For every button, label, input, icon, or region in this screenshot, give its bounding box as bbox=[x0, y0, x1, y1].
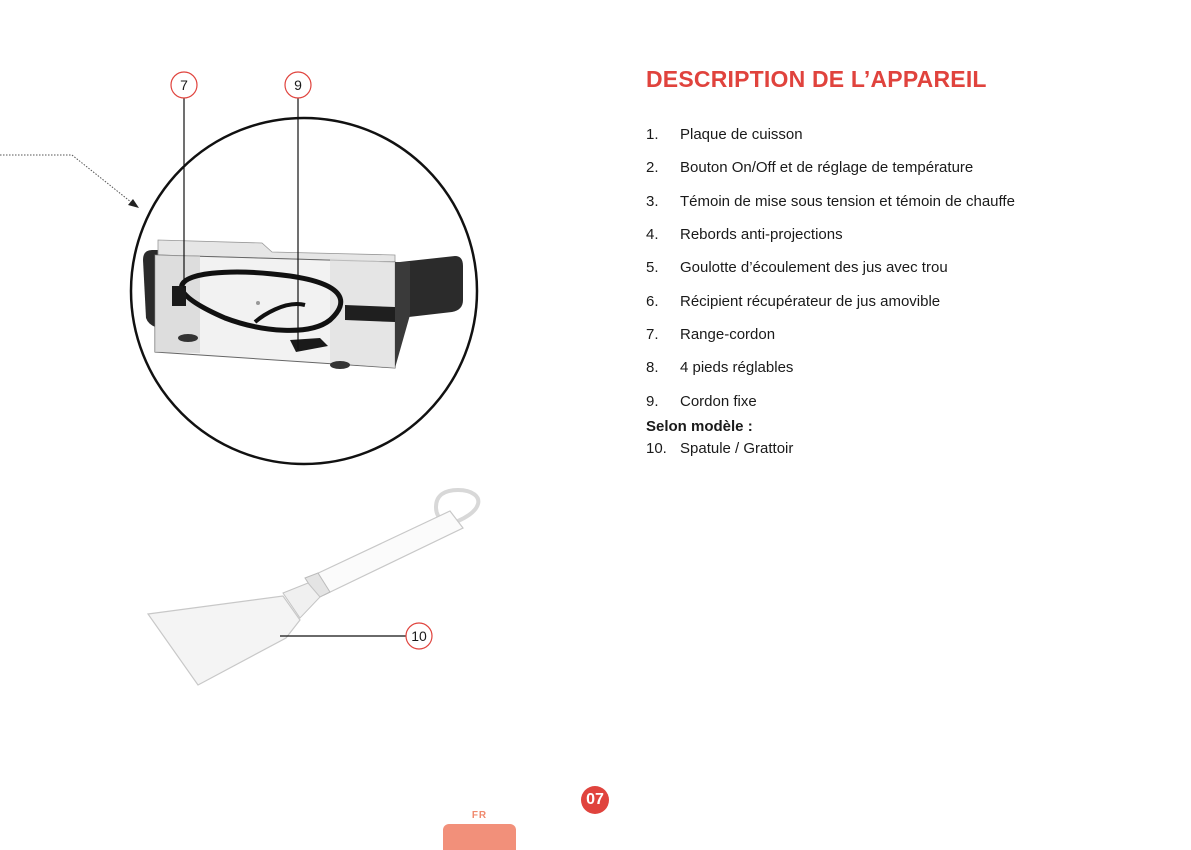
variant-heading: Selon modèle : bbox=[646, 418, 753, 435]
list-item-label: Témoin de mise sous tension et témoin de chauffe bbox=[680, 192, 1015, 210]
list-item-number: 1. bbox=[646, 126, 659, 144]
parts-list bbox=[646, 118, 1166, 418]
list-item-number: 5. bbox=[646, 259, 659, 277]
list-item-number: 2. bbox=[646, 159, 659, 177]
list-item-number: 8. bbox=[646, 359, 659, 377]
page-title: DESCRIPTION DE L’APPAREIL bbox=[646, 66, 987, 92]
spatula-illustration bbox=[148, 490, 478, 685]
variant-item bbox=[646, 440, 793, 457]
list-item-label: Goulotte d’écoulement des jus avec trou bbox=[680, 259, 948, 277]
list-item bbox=[646, 218, 1166, 251]
list-item bbox=[646, 251, 1166, 284]
list-item-label: Bouton On/Off et de réglage de température bbox=[680, 159, 974, 177]
list-item bbox=[646, 351, 1166, 384]
list-item-number: 3. bbox=[646, 192, 659, 210]
list-item-label: Cordon fixe bbox=[680, 392, 757, 410]
page-number-badge: 07 bbox=[581, 786, 609, 814]
list-item bbox=[646, 151, 1166, 184]
list-item-label: Récipient récupérateur de jus amovible bbox=[680, 292, 941, 310]
callout-7-label: 7 bbox=[180, 77, 188, 93]
list-item-number: 4. bbox=[646, 226, 659, 244]
list-item-number: 7. bbox=[646, 325, 659, 343]
list-item-label: Range-cordon bbox=[680, 325, 776, 343]
list-item bbox=[646, 118, 1166, 151]
variant-item-label: Spatule / Grattoir bbox=[680, 440, 794, 457]
list-item bbox=[646, 384, 1166, 417]
callout-9-label: 9 bbox=[294, 77, 302, 93]
list-item bbox=[646, 284, 1166, 317]
language-tab bbox=[443, 824, 516, 850]
list-item-label: Rebords anti-projections bbox=[680, 226, 843, 244]
list-item-number: 6. bbox=[646, 292, 659, 310]
list-item bbox=[646, 318, 1166, 351]
list-item-label: 4 pieds réglables bbox=[680, 359, 794, 377]
language-label: FR bbox=[471, 810, 488, 821]
list-item bbox=[646, 185, 1166, 218]
list-item-label: Plaque de cuisson bbox=[680, 126, 803, 144]
list-item-number: 9. bbox=[646, 392, 659, 410]
variant-item-number: 10. bbox=[646, 440, 667, 457]
callout-10-label: 10 bbox=[411, 628, 427, 644]
zoom-leader-line bbox=[0, 155, 136, 206]
